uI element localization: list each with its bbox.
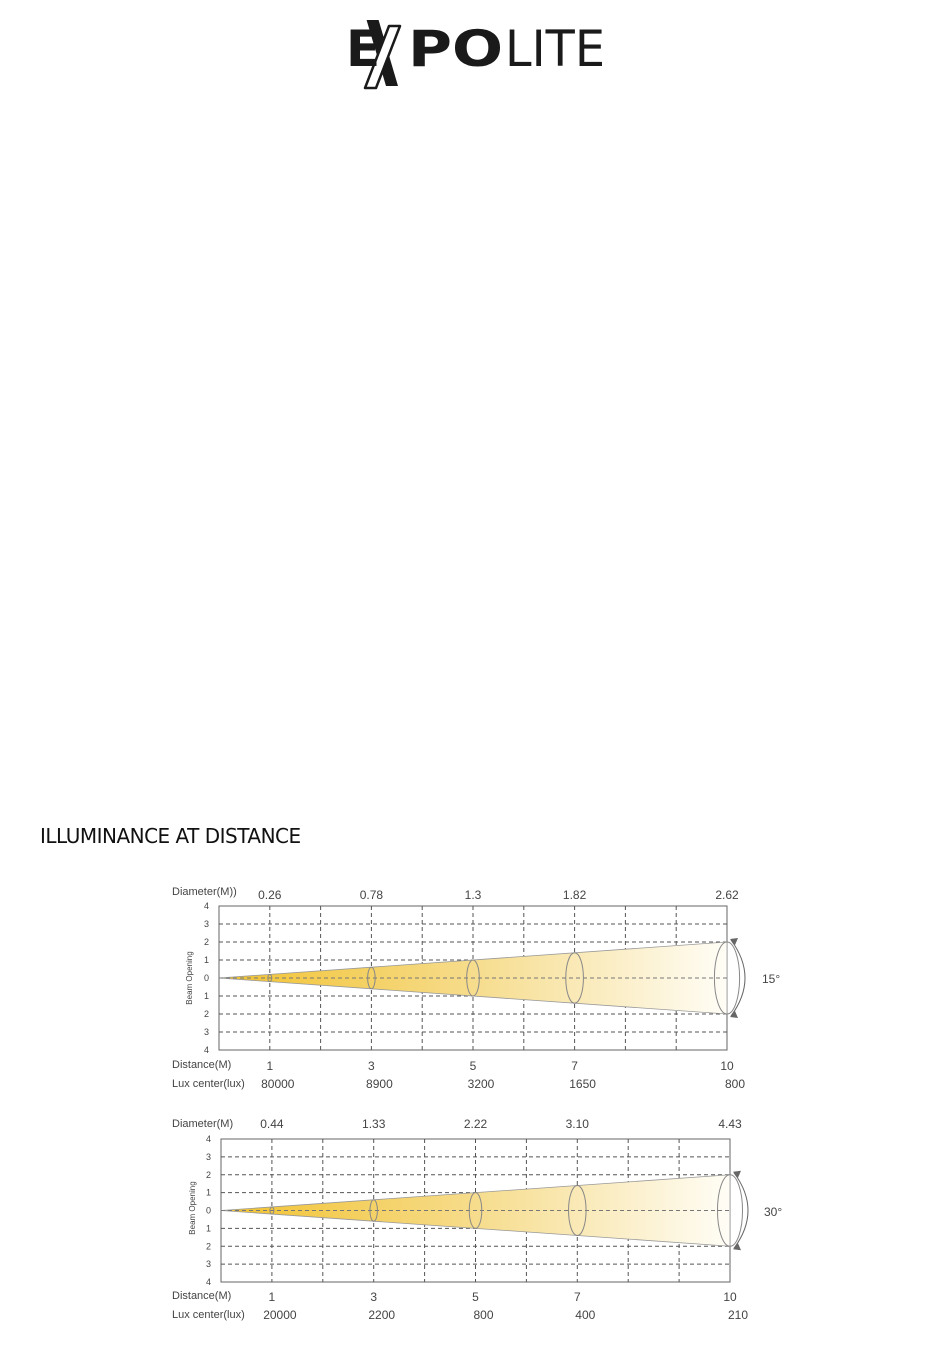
lux-label: Lux center(lux) (172, 1309, 245, 1321)
diameter-value: 0.26 (258, 888, 282, 902)
beam-chart-15 (0, 875, 950, 1095)
diameter-label: Diameter(M)) (172, 886, 237, 898)
lux-value: 2200 (368, 1308, 396, 1322)
y-tick-label: 2 (203, 1009, 209, 1019)
beam-chart-30 (0, 1108, 950, 1328)
lux-value: 400 (575, 1308, 596, 1322)
lux-value: 800 (724, 1077, 746, 1091)
logo-lite: LITE (505, 20, 605, 78)
y-tick-label: 1 (203, 991, 209, 1001)
y-tick-label: 3 (203, 919, 209, 929)
y-tick-label: 1 (203, 955, 209, 965)
logo-e: E (346, 20, 381, 78)
y-tick-label: 4 (205, 1134, 211, 1144)
distance-value: 1 (268, 1290, 276, 1304)
distance-value: 5 (472, 1290, 479, 1304)
y-tick-label: 3 (203, 1027, 209, 1037)
diameter-value: 0.78 (359, 888, 384, 902)
beam-angle-label: 30° (764, 1205, 783, 1219)
y-tick-label: 0 (203, 973, 209, 983)
distance-label: Distance(M) (172, 1290, 232, 1302)
y-tick-label: 2 (205, 1241, 211, 1252)
angle-arc (734, 1173, 748, 1249)
logo-po: PO (408, 20, 503, 78)
lux-value: 800 (473, 1308, 494, 1322)
distance-value: 5 (469, 1059, 477, 1073)
lux-value: 20000 (263, 1308, 297, 1322)
y-tick-label: 4 (205, 1277, 211, 1287)
diameter-value: 2.62 (715, 888, 739, 902)
beam-opening-axis-label: Beam Opening (188, 1181, 197, 1235)
y-tick-label: 1 (205, 1187, 211, 1198)
y-tick-label: 0 (205, 1205, 211, 1216)
diameter-value: 1.3 (464, 888, 482, 902)
lux-value: 1650 (569, 1077, 596, 1091)
lux-value: 210 (727, 1308, 749, 1322)
y-tick-label: 2 (203, 937, 209, 947)
distance-value: 3 (370, 1290, 378, 1304)
diameter-value: 2.22 (463, 1117, 488, 1131)
beam-opening-axis-label: Beam Opening (185, 951, 194, 1005)
section-title: ILLUMINANCE AT DISTANCE (40, 824, 301, 848)
y-tick-label: 1 (205, 1223, 211, 1234)
lux-value: 80000 (261, 1077, 295, 1091)
diameter-value: 1.82 (562, 888, 587, 902)
lux-label: Lux center(lux) (172, 1078, 245, 1090)
distance-value: 10 (723, 1290, 737, 1304)
diameter-value: 1.33 (362, 1117, 386, 1131)
expolite-logo (345, 20, 607, 90)
distance-value: 7 (571, 1059, 578, 1073)
y-tick-label: 4 (203, 1045, 209, 1055)
y-tick-label: 2 (205, 1169, 211, 1180)
distance-value: 7 (573, 1290, 581, 1304)
y-tick-label: 3 (205, 1151, 211, 1162)
diameter-value: 3.10 (565, 1117, 589, 1131)
diameter-label: Diameter(M) (172, 1118, 234, 1130)
lux-value: 3200 (467, 1077, 495, 1091)
diameter-value: 0.44 (260, 1117, 284, 1131)
beam-angle-label: 15° (762, 972, 781, 986)
distance-label: Distance(M) (172, 1059, 232, 1071)
distance-value: 10 (720, 1059, 734, 1073)
lux-value: 8900 (366, 1077, 393, 1091)
y-tick-label: 3 (205, 1259, 211, 1270)
distance-value: 3 (368, 1059, 375, 1073)
y-tick-label: 4 (203, 901, 209, 911)
distance-value: 1 (266, 1059, 274, 1073)
angle-arc (731, 940, 745, 1016)
diameter-value: 4.43 (718, 1117, 742, 1131)
